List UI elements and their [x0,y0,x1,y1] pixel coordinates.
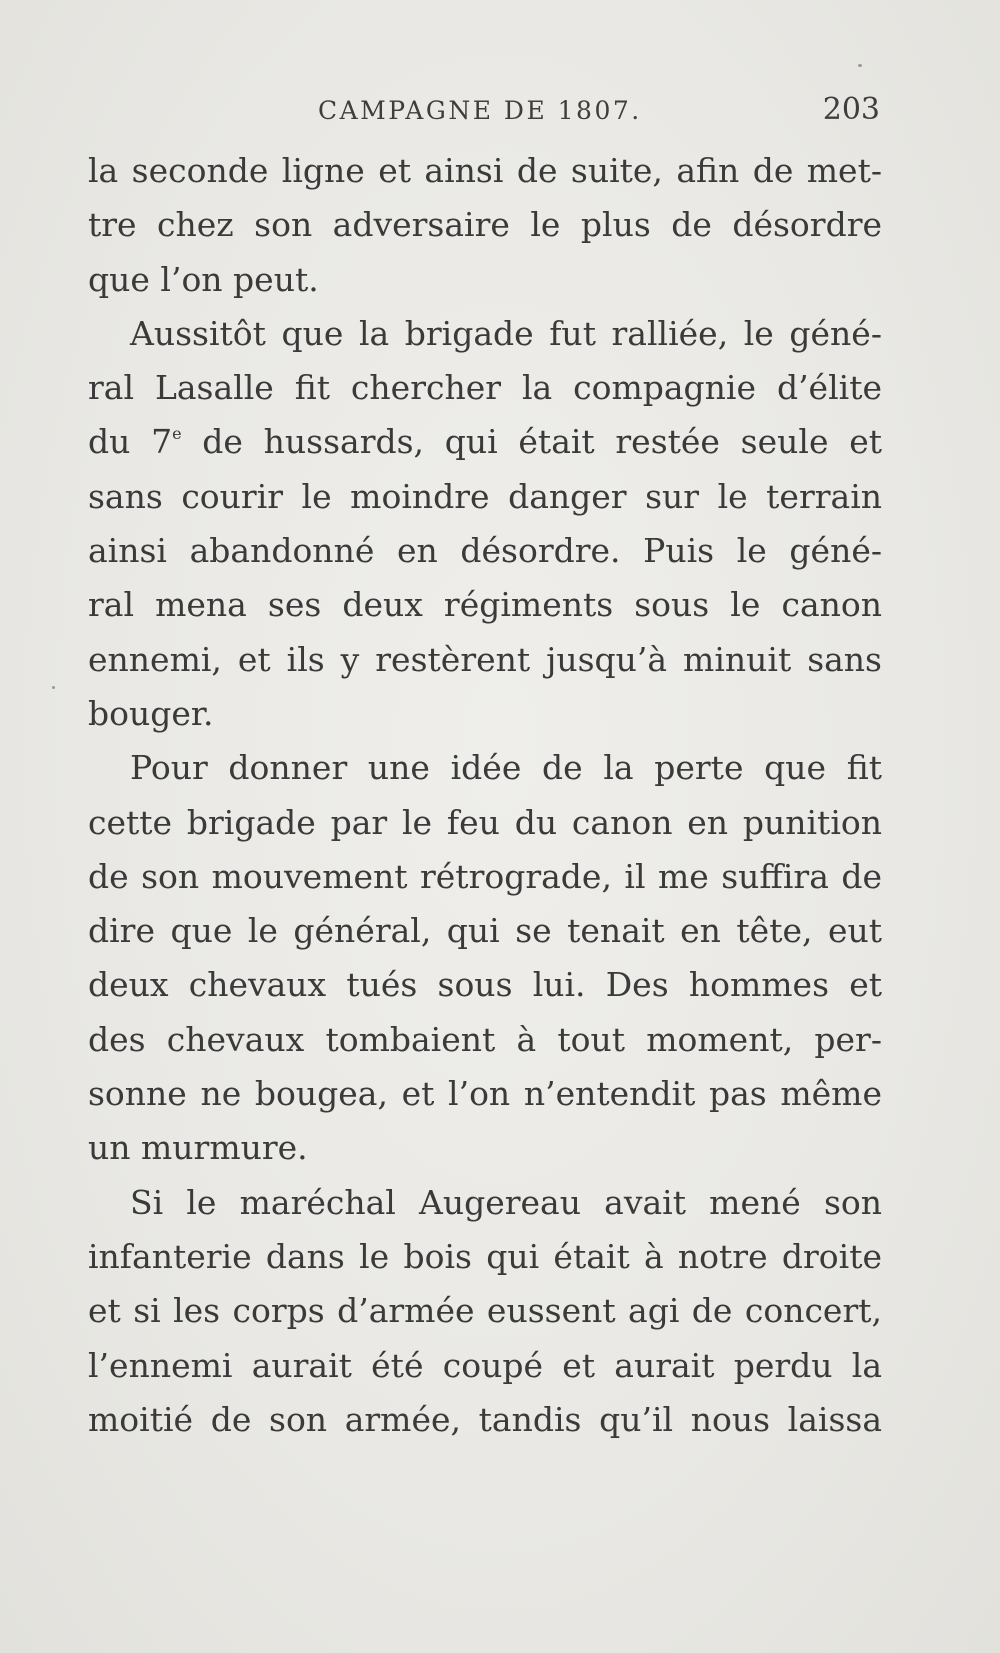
text-line: moitié de son armée, tandis qu’il nous laissa [88,1399,882,1439]
paper-speck [52,686,55,689]
running-title: CAMPAGNE DE 1807. [318,96,642,125]
text-line: tre chez son adversaire le plus de désordre [88,205,882,245]
page-header [88,92,884,132]
text-line: un murmure. [88,1128,308,1168]
text-line: sans courir le moindre danger sur le terrain [88,476,882,516]
text-line: ral mena ses deux régiments sous le canon [88,585,882,625]
text-line: des chevaux tombaient à tout moment, per- [88,1019,882,1059]
ordinal-superscript: e [172,424,182,444]
text-line: Pour donner une idée de la perte que fit [130,748,882,788]
text-line: l’ennemi aurait été coupé et aurait perdu la [88,1345,882,1385]
text-line: cette brigade par le feu du canon en punition [88,802,882,842]
body-text [88,144,882,1447]
paper-speck [858,64,862,67]
text-line: bouger. [88,693,214,733]
text-line: ainsi abandonné en désordre. Puis le géné- [88,531,882,571]
text-line: ral Lasalle fit chercher la compagnie d’élite [88,368,882,408]
text-line: et si les corps d’armée eussent agi de concert, [88,1291,882,1331]
text-line: deux chevaux tués sous lui. Des hommes et [88,965,882,1005]
text-line-segment: de hussards, qui était restée seule et [181,422,882,462]
text-line [88,415,882,469]
text-line-segment: du 7 [88,422,173,462]
text-line: de son mouvement rétrograde, il me suffira de [88,856,882,896]
text-line: la seconde ligne et ainsi de suite, afin de met- [88,151,882,190]
page-number: 203 [822,92,880,127]
text-line: sonne ne bougea, et l’on n’entendit pas même [88,1074,882,1114]
text-line: infanterie dans le bois qui était à notre droite [88,1236,882,1276]
text-line: Si le maréchal Augereau avait mené son [130,1182,882,1222]
text-line: Aussitôt que la brigade fut ralliée, le géné- [130,313,882,353]
text-line: que l’on peut. [88,259,319,299]
text-line: ennemi, et ils y restèrent jusqu’à minuit sans [88,639,882,679]
text-line: dire que le général, qui se tenait en tête, eut [88,911,882,951]
